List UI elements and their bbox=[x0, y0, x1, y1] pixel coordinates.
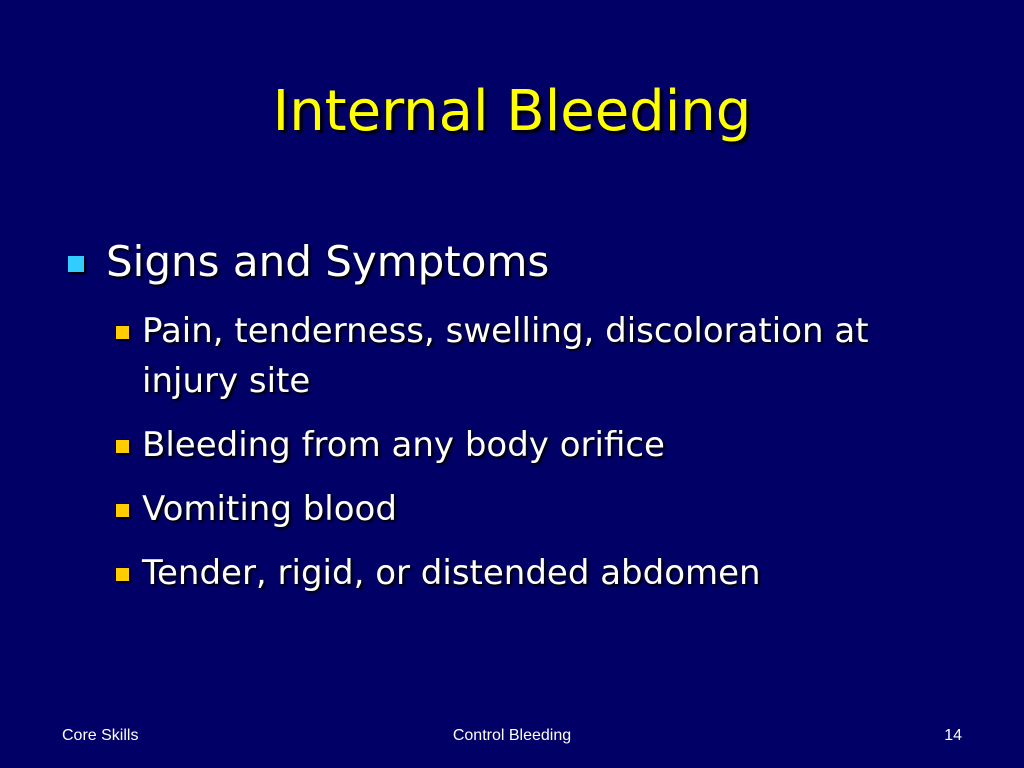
square-bullet-icon bbox=[68, 256, 84, 272]
square-bullet-icon bbox=[116, 504, 129, 517]
footer-left-text: Core Skills bbox=[62, 727, 139, 744]
square-bullet-icon bbox=[116, 440, 129, 453]
square-bullet-icon bbox=[116, 568, 129, 581]
sub-bullet-item bbox=[116, 306, 956, 406]
sub-bullet-item bbox=[116, 548, 956, 598]
sub-bullet-text: Pain, tenderness, swelling, discoloration at injury site bbox=[142, 311, 869, 401]
sub-bullet-list bbox=[116, 306, 956, 598]
sub-bullet-text: Tender, rigid, or distended abdomen bbox=[142, 553, 761, 593]
bullet-level1 bbox=[60, 232, 960, 292]
sub-bullet-item bbox=[116, 484, 956, 534]
sub-bullet-text: Bleeding from any body orifice bbox=[142, 425, 665, 465]
footer-center-text: Control Bleeding bbox=[452, 727, 572, 744]
slide-content bbox=[60, 232, 960, 612]
bullet-text: Signs and Symptoms bbox=[106, 237, 550, 286]
sub-bullet-text: Vomiting blood bbox=[142, 489, 397, 529]
sub-bullet-item bbox=[116, 420, 956, 470]
slide-title: Internal Bleeding bbox=[272, 79, 752, 144]
page-number: 14 bbox=[944, 727, 962, 744]
square-bullet-icon bbox=[116, 326, 129, 339]
